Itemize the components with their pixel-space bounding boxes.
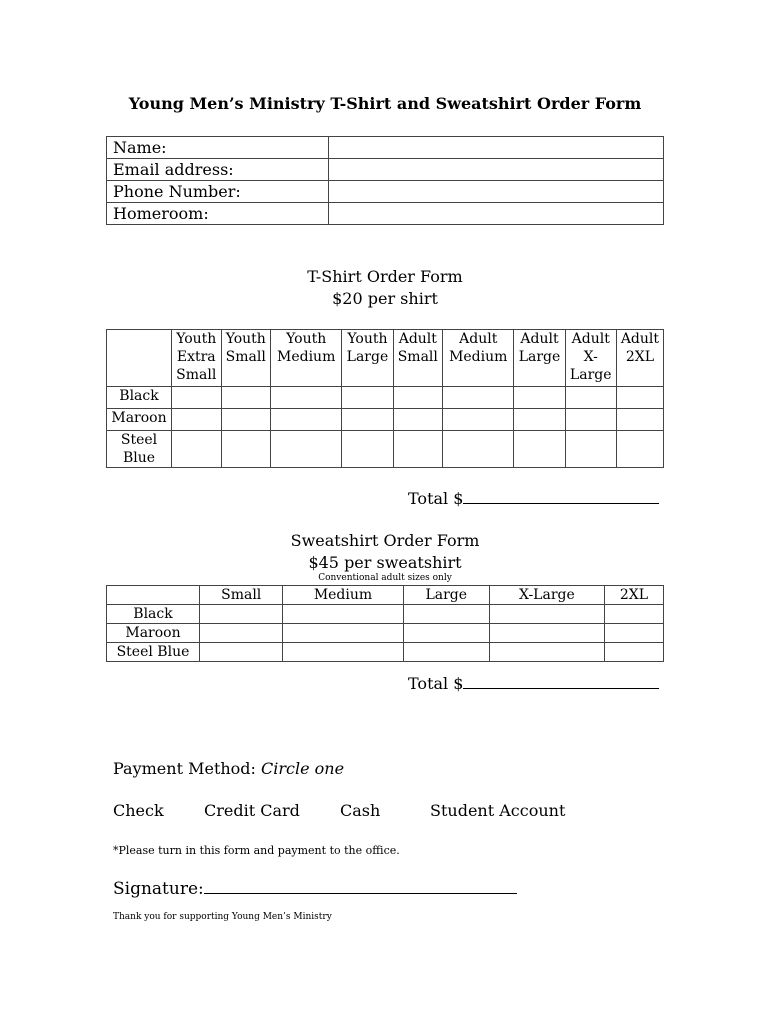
table-row	[107, 643, 664, 662]
table-row	[107, 409, 664, 431]
quantity-cell[interactable]	[342, 387, 393, 409]
payment-instruction: Circle one	[261, 759, 345, 778]
quantity-cell[interactable]	[393, 387, 443, 409]
quantity-cell[interactable]	[514, 409, 565, 431]
table-row	[107, 159, 664, 181]
quantity-cell[interactable]	[443, 431, 514, 468]
quantity-cell[interactable]	[271, 387, 342, 409]
tshirt-heading: T-Shirt Order Form	[307, 267, 463, 286]
quantity-cell[interactable]	[616, 431, 663, 468]
signature-field[interactable]	[204, 879, 517, 894]
size-header: Small	[200, 586, 283, 605]
quantity-cell[interactable]	[200, 624, 283, 643]
thank-you-note: Thank you for supporting Young Men’s Ministry	[113, 912, 332, 922]
size-header: Adult Medium	[443, 330, 514, 387]
sweatshirt-order-table	[106, 585, 664, 662]
sweatshirt-total-field[interactable]	[463, 674, 659, 689]
quantity-cell[interactable]	[393, 431, 443, 468]
size-header: Youth Small	[221, 330, 271, 387]
quantity-cell[interactable]	[403, 605, 489, 624]
table-row	[107, 203, 664, 225]
page-title: Young Men’s Ministry T-Shirt and Sweatshirt Order Form	[128, 94, 642, 113]
name-label: Name:	[107, 137, 329, 159]
quantity-cell[interactable]	[271, 431, 342, 468]
payment-method-label	[113, 759, 344, 778]
sweatshirt-size-note: Conventional adult sizes only	[318, 573, 452, 583]
payment-option-check[interactable]: Check	[113, 801, 164, 820]
signature-line	[113, 879, 517, 899]
payment-option-student-account[interactable]: Student Account	[430, 801, 566, 820]
quantity-cell[interactable]	[616, 387, 663, 409]
quantity-cell[interactable]	[489, 605, 604, 624]
email-label: Email address:	[107, 159, 329, 181]
quantity-cell[interactable]	[271, 409, 342, 431]
size-header: Adult X- Large	[565, 330, 616, 387]
quantity-cell[interactable]	[172, 431, 222, 468]
quantity-cell[interactable]	[283, 605, 403, 624]
tshirt-total	[408, 489, 659, 508]
tshirt-price: $20 per shirt	[332, 289, 438, 308]
homeroom-field[interactable]	[329, 203, 664, 225]
table-row	[107, 181, 664, 203]
quantity-cell[interactable]	[393, 409, 443, 431]
table-row	[107, 137, 664, 159]
signature-label: Signature:	[113, 879, 204, 899]
quantity-cell[interactable]	[403, 643, 489, 662]
quantity-cell[interactable]	[616, 409, 663, 431]
name-field[interactable]	[329, 137, 664, 159]
payment-option-credit-card[interactable]: Credit Card	[204, 801, 300, 820]
quantity-cell[interactable]	[221, 431, 271, 468]
phone-label: Phone Number:	[107, 181, 329, 203]
tshirt-order-table	[106, 329, 664, 468]
homeroom-label: Homeroom:	[107, 203, 329, 225]
corner-cell	[107, 330, 172, 387]
email-field[interactable]	[329, 159, 664, 181]
quantity-cell[interactable]	[604, 605, 663, 624]
quantity-cell[interactable]	[342, 431, 393, 468]
quantity-cell[interactable]	[221, 409, 271, 431]
quantity-cell[interactable]	[514, 431, 565, 468]
color-label: Steel Blue	[107, 643, 200, 662]
quantity-cell[interactable]	[200, 643, 283, 662]
size-header: Adult Large	[514, 330, 565, 387]
quantity-cell[interactable]	[342, 409, 393, 431]
contact-info-table	[106, 136, 664, 225]
size-header: X-Large	[489, 586, 604, 605]
corner-cell	[107, 586, 200, 605]
tshirt-total-label: Total $	[408, 489, 464, 508]
table-row	[107, 624, 664, 643]
sweatshirt-price: $45 per sweatshirt	[308, 553, 462, 572]
size-header: Youth Medium	[271, 330, 342, 387]
instructions-note: *Please turn in this form and payment to the office.	[113, 844, 400, 857]
payment-option-cash[interactable]: Cash	[340, 801, 381, 820]
color-label: Black	[107, 387, 172, 409]
quantity-cell[interactable]	[221, 387, 271, 409]
quantity-cell[interactable]	[565, 409, 616, 431]
quantity-cell[interactable]	[604, 643, 663, 662]
sweatshirt-heading: Sweatshirt Order Form	[290, 531, 480, 550]
table-row	[107, 605, 664, 624]
quantity-cell[interactable]	[443, 409, 514, 431]
quantity-cell[interactable]	[172, 387, 222, 409]
sweatshirt-total-label: Total $	[408, 674, 464, 693]
quantity-cell[interactable]	[489, 643, 604, 662]
color-label: Maroon	[107, 624, 200, 643]
quantity-cell[interactable]	[172, 409, 222, 431]
quantity-cell[interactable]	[200, 605, 283, 624]
color-label: Black	[107, 605, 200, 624]
table-row	[107, 387, 664, 409]
size-header: 2XL	[604, 586, 663, 605]
color-label: Maroon	[107, 409, 172, 431]
quantity-cell[interactable]	[514, 387, 565, 409]
quantity-cell[interactable]	[443, 387, 514, 409]
table-row	[107, 431, 664, 468]
quantity-cell[interactable]	[283, 624, 403, 643]
size-header: Adult Small	[393, 330, 443, 387]
size-header: Adult 2XL	[616, 330, 663, 387]
quantity-cell[interactable]	[489, 624, 604, 643]
quantity-cell[interactable]	[565, 387, 616, 409]
size-header: Youth Extra Small	[172, 330, 222, 387]
size-header: Youth Large	[342, 330, 393, 387]
size-header: Medium	[283, 586, 403, 605]
quantity-cell[interactable]	[604, 624, 663, 643]
payment-method-text: Payment Method:	[113, 759, 262, 778]
quantity-cell[interactable]	[565, 431, 616, 468]
quantity-cell[interactable]	[283, 643, 403, 662]
table-header-row	[107, 330, 664, 387]
table-header-row	[107, 586, 664, 605]
phone-field[interactable]	[329, 181, 664, 203]
sweatshirt-total	[408, 674, 659, 693]
quantity-cell[interactable]	[403, 624, 489, 643]
size-header: Large	[403, 586, 489, 605]
tshirt-total-field[interactable]	[463, 489, 659, 504]
color-label: Steel Blue	[107, 431, 172, 468]
